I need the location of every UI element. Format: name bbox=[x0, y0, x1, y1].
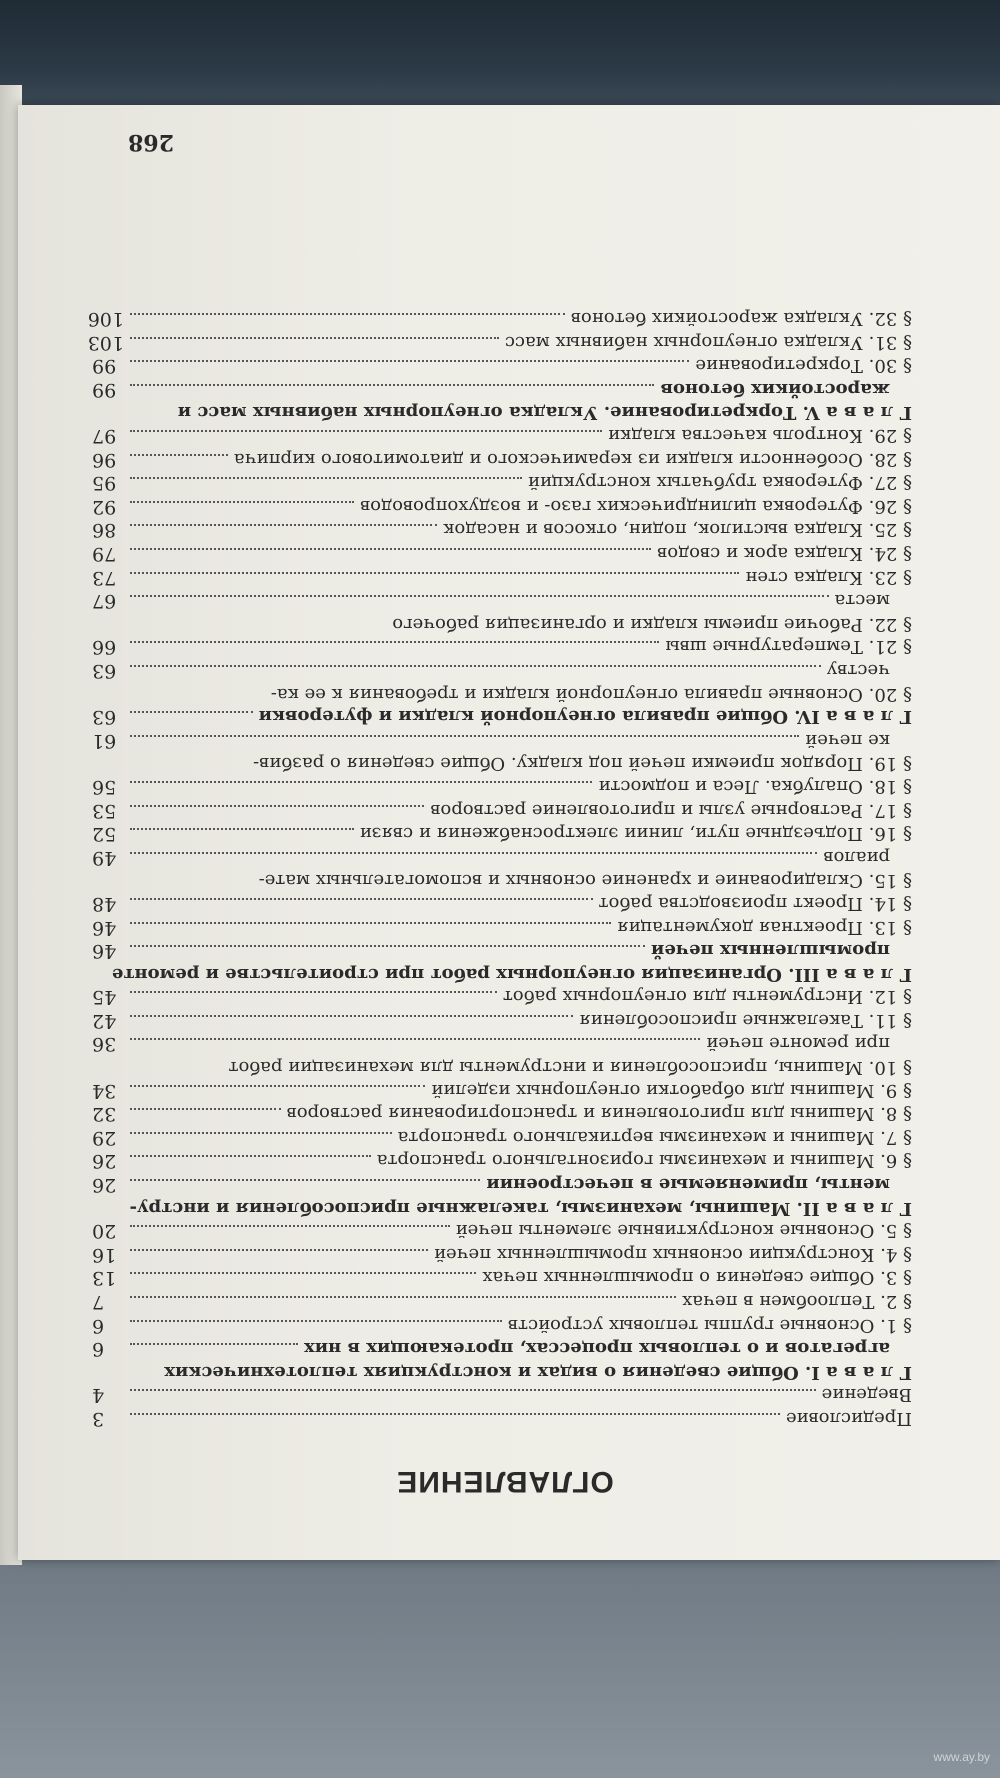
toc-leader-dots bbox=[130, 945, 645, 948]
toc-row bbox=[92, 447, 912, 471]
toc-entry-text: Г л а в а I. Общие сведения о видах и конструкциях теплотехнических bbox=[164, 1361, 912, 1383]
toc-row bbox=[92, 682, 912, 705]
toc-page-number: 26 bbox=[92, 1174, 117, 1197]
toc-row bbox=[92, 1383, 912, 1407]
toc-leader-dots bbox=[130, 313, 565, 316]
toc-row bbox=[92, 822, 912, 846]
toc-leader-dots bbox=[130, 595, 829, 598]
toc-row bbox=[92, 1406, 912, 1430]
toc-row bbox=[92, 1242, 912, 1266]
toc-page-number: 63 bbox=[92, 706, 117, 729]
toc-leader-dots bbox=[130, 1296, 676, 1299]
toc-leader-dots bbox=[130, 1320, 502, 1323]
toc-entry-text: § 4. Конструкции основных промышленных печей bbox=[433, 1243, 912, 1265]
toc-row bbox=[87, 330, 912, 354]
toc-page-number: 92 bbox=[92, 495, 117, 518]
toc-entry-text: при ремонте печей bbox=[706, 1033, 890, 1055]
toc-page-number: 6 bbox=[92, 1338, 105, 1361]
toc-entry-text: Предисловие bbox=[785, 1408, 912, 1429]
toc-entry-text: § 19. Порядок приемки печей под кладку. Общие сведения о разбив- bbox=[253, 753, 912, 775]
toc-row bbox=[92, 423, 912, 447]
toc-entry-text: § 30. Торкретирование bbox=[695, 355, 912, 377]
toc-entry-text: § 24. Кладка арок и сводов bbox=[657, 543, 912, 565]
toc-row bbox=[92, 1149, 912, 1173]
toc-entry-text: § 3. Общие сведения о промышленных печах bbox=[482, 1267, 912, 1289]
toc-page-number: 13 bbox=[92, 1267, 117, 1290]
toc-row bbox=[92, 869, 912, 892]
toc-row bbox=[92, 774, 912, 798]
toc-row bbox=[92, 1313, 912, 1337]
toc-entry-text: § 26. Футеровка цилиндрических газо- и воздухопроводов bbox=[360, 495, 912, 517]
toc-leader-dots bbox=[130, 1272, 476, 1275]
toc-page-number: 45 bbox=[92, 986, 117, 1009]
toc-entry-text: риалов bbox=[823, 846, 890, 868]
toc-entry-text: Г л а в а II. Машины, механизмы, такелажные приспособления и инстру- bbox=[129, 1197, 912, 1219]
toc-page-number: 34 bbox=[92, 1079, 117, 1102]
toc-entry-text: § 12. Инструменты для огнеупорных работ bbox=[502, 986, 912, 1008]
toc-page-number: 73 bbox=[92, 566, 117, 589]
toc-leader-dots bbox=[130, 1343, 298, 1346]
toc-row bbox=[92, 1219, 912, 1243]
toc-row bbox=[92, 658, 912, 682]
page-number: 268 bbox=[128, 129, 174, 155]
toc-leader-dots bbox=[130, 1039, 700, 1042]
toc-leader-dots bbox=[130, 337, 499, 340]
toc-entry-text: § 6. Машины и механизмы горизонтального транспорта bbox=[376, 1150, 912, 1172]
toc-leader-dots bbox=[130, 805, 424, 808]
toc-page-number: 56 bbox=[92, 775, 117, 798]
toc-page-number: 63 bbox=[92, 660, 117, 682]
toc-entry-text: § 15. Складирование и хранение основных и вспомогательных мате- bbox=[258, 870, 912, 892]
toc-leader-dots bbox=[130, 430, 602, 433]
toc-row bbox=[92, 752, 912, 775]
toc-chapter-row bbox=[92, 377, 912, 401]
toc-entry-text: промышленных печей bbox=[651, 940, 890, 962]
toc-page-number: 4 bbox=[92, 1384, 105, 1407]
toc-entry-text: § 13. Проектная документация bbox=[617, 916, 912, 938]
toc-leader-dots bbox=[130, 572, 739, 575]
toc-row bbox=[92, 915, 912, 939]
toc-entry-text: § 17. Растворные узлы и приготовление растворов bbox=[430, 799, 912, 821]
toc-row bbox=[92, 891, 912, 915]
toc-chapter-row bbox=[92, 1337, 912, 1361]
toc-leader-dots bbox=[130, 384, 654, 387]
toc-page-number: 52 bbox=[92, 823, 117, 846]
toc-page-number: 3 bbox=[92, 1408, 105, 1430]
toc-row bbox=[92, 845, 912, 869]
toc-leader-dots bbox=[130, 1413, 780, 1416]
toc-entry-text: честву bbox=[826, 660, 890, 681]
toc-entry-text: § 21. Температурные швы bbox=[665, 636, 912, 658]
toc-leader-dots bbox=[130, 735, 799, 738]
toc-chapter-row bbox=[92, 1172, 912, 1196]
toc-page-number: 97 bbox=[92, 425, 117, 448]
rotated-sheet bbox=[18, 105, 1000, 1560]
toc-row bbox=[92, 612, 912, 635]
toc-row bbox=[92, 635, 912, 659]
toc-row bbox=[92, 798, 912, 822]
toc-leader-dots bbox=[130, 477, 522, 480]
toc-entry-text: § 9. Машины для обработки огнеупорных изделий bbox=[431, 1079, 912, 1101]
toc-page-number: 26 bbox=[92, 1150, 117, 1173]
toc-page-number: 42 bbox=[92, 1009, 117, 1032]
toc-row bbox=[92, 494, 912, 518]
toc-entry-text: Введение bbox=[821, 1384, 912, 1406]
toc-page-number: 36 bbox=[92, 1033, 117, 1056]
toc-row bbox=[92, 589, 912, 613]
toc-chapter-row bbox=[92, 401, 912, 424]
toc-leader-dots bbox=[130, 828, 354, 831]
toc-chapter-row bbox=[92, 962, 912, 985]
toc-page-number: 53 bbox=[92, 799, 117, 822]
toc-row bbox=[92, 1032, 912, 1056]
book-page bbox=[18, 105, 1000, 1560]
toc-entry-text: § 5. Основные конструктивные элементы печей bbox=[455, 1220, 912, 1242]
toc-row bbox=[92, 1102, 912, 1126]
toc-entry-text: агрегатов и о тепловых процессах, протекающих в них bbox=[304, 1338, 890, 1360]
toc-entry-text: § 31. Укладка огнеупорных набивных масс bbox=[504, 331, 912, 353]
toc-entry-text: § 23. Кладка стен bbox=[745, 566, 912, 588]
toc-entry-text: § 14. Проект производства работ bbox=[598, 892, 912, 914]
toc-leader-dots bbox=[130, 898, 593, 901]
toc-row bbox=[92, 354, 912, 378]
toc-page-number: 16 bbox=[92, 1243, 117, 1266]
toc-page-number: 79 bbox=[92, 543, 117, 566]
table-of-contents bbox=[87, 307, 912, 1431]
toc-leader-dots bbox=[130, 852, 817, 855]
toc-page-number: 32 bbox=[92, 1103, 117, 1126]
toc-entry-text: § 2. Теплообмен в печах bbox=[682, 1291, 912, 1313]
toc-leader-dots bbox=[130, 1132, 392, 1135]
page-title: ОГЛАВЛЕНИЕ bbox=[396, 1465, 614, 1498]
toc-entry-text: § 11. Такелажные приспособления bbox=[579, 1009, 912, 1031]
toc-leader-dots bbox=[130, 922, 611, 925]
toc-leader-dots bbox=[130, 501, 354, 504]
toc-leader-dots bbox=[130, 548, 651, 551]
toc-entry-text: места bbox=[834, 590, 890, 612]
toc-leader-dots bbox=[130, 781, 592, 784]
toc-leader-dots bbox=[130, 454, 228, 457]
toc-entry-text: § 25. Кладка выстилок, подин, откосов и насадок bbox=[443, 519, 912, 541]
toc-entry-text: § 32. Укладка жаростойких бетонов bbox=[570, 308, 912, 330]
watermark: www.ay.by bbox=[933, 1750, 990, 1764]
toc-row bbox=[92, 1008, 912, 1032]
toc-leader-dots bbox=[130, 524, 437, 527]
toc-row bbox=[92, 1266, 912, 1290]
toc-row bbox=[92, 1125, 912, 1149]
toc-row bbox=[92, 1056, 912, 1079]
toc-page-number: 86 bbox=[92, 519, 117, 542]
toc-page-number: 66 bbox=[92, 636, 117, 659]
toc-page-number: 46 bbox=[92, 916, 117, 939]
toc-entry-text: § 7. Машины и механизмы вертикального транспорта bbox=[397, 1126, 912, 1148]
toc-entry-text: § 20. Основные правила огнеупорной кладки и требования к ее ка- bbox=[270, 683, 912, 705]
toc-leader-dots bbox=[130, 641, 659, 644]
toc-row bbox=[92, 471, 912, 495]
toc-row bbox=[92, 565, 912, 589]
toc-leader-dots bbox=[130, 1225, 450, 1228]
toc-row bbox=[92, 728, 912, 752]
toc-entry-text: § 16. Подъездные пути, линии электроснабжения и связи bbox=[359, 823, 912, 845]
toc-row bbox=[92, 541, 912, 565]
toc-page-number: 103 bbox=[87, 331, 124, 354]
toc-chapter-row bbox=[92, 1196, 912, 1219]
toc-page-number: 48 bbox=[92, 892, 117, 915]
toc-entry-text: § 10. Машины, приспособления и инструменты для механизации работ bbox=[228, 1057, 912, 1079]
toc-row bbox=[87, 307, 912, 331]
toc-chapter-row bbox=[92, 939, 912, 963]
toc-entry-text: жаростойких бетонов bbox=[660, 378, 890, 400]
toc-entry-text: § 28. Особенности кладки из керамического и диатомитового кирпича bbox=[233, 448, 912, 470]
toc-page-number: 46 bbox=[92, 940, 117, 963]
toc-leader-dots bbox=[130, 665, 821, 668]
toc-leader-dots bbox=[130, 1085, 425, 1088]
toc-leader-dots bbox=[130, 360, 689, 363]
toc-entry-text: § 29. Контроль качества кладки bbox=[607, 425, 912, 447]
toc-leader-dots bbox=[130, 711, 253, 714]
toc-page-number: 67 bbox=[92, 590, 117, 613]
toc-chapter-row bbox=[92, 705, 912, 729]
toc-leader-dots bbox=[130, 1015, 573, 1018]
toc-page-number: 95 bbox=[92, 472, 117, 495]
toc-leader-dots bbox=[130, 1155, 371, 1158]
toc-row bbox=[92, 518, 912, 542]
toc-entry-text: § 27. Футеровка трубчатых конструкций bbox=[527, 472, 912, 494]
toc-row bbox=[92, 1078, 912, 1102]
toc-page-number: 99 bbox=[92, 355, 117, 378]
toc-entry-text: § 1. Основные группы тепловых устройств bbox=[507, 1314, 912, 1336]
toc-page-number: 20 bbox=[92, 1220, 117, 1243]
toc-page-number: 6 bbox=[92, 1314, 105, 1337]
toc-page-number: 7 bbox=[92, 1291, 105, 1314]
toc-page-number: 29 bbox=[92, 1126, 117, 1149]
toc-leader-dots bbox=[130, 1179, 480, 1182]
toc-entry-text: § 8. Машины для приготовления и транспортирования растворов bbox=[286, 1103, 912, 1125]
toc-page-number: 49 bbox=[92, 846, 117, 869]
toc-leader-dots bbox=[130, 1249, 428, 1252]
toc-entry-text: Г л а в а III. Организация огнеупорных работ при строительстве и ремонте bbox=[111, 963, 912, 985]
toc-leader-dots bbox=[130, 1108, 281, 1111]
toc-entry-text: ке печей bbox=[805, 729, 890, 751]
toc-row bbox=[92, 985, 912, 1009]
toc-leader-dots bbox=[130, 1389, 816, 1392]
toc-page-number: 96 bbox=[92, 448, 117, 471]
toc-entry-text: менты, применяемые в печестроении bbox=[486, 1174, 890, 1196]
toc-page-number: 99 bbox=[92, 378, 117, 401]
toc-page-number: 61 bbox=[92, 729, 117, 752]
toc-leader-dots bbox=[130, 991, 497, 994]
toc-page-number: 106 bbox=[87, 308, 124, 331]
toc-entry-text: § 18. Опалубка. Леса и подмости bbox=[598, 775, 912, 797]
toc-entry-text: Г л а в а V. Торкретирование. Укладка огнеупорных набивных масс и bbox=[177, 402, 912, 424]
toc-entry-text: Г л а в а IV. Общие правила огнеупорной кладки и футеровки bbox=[258, 706, 912, 728]
toc-chapter-row bbox=[92, 1360, 912, 1383]
toc-row bbox=[92, 1289, 912, 1313]
toc-entry-text: § 22. Рабочие приемы кладки и организация рабочего bbox=[392, 613, 912, 635]
